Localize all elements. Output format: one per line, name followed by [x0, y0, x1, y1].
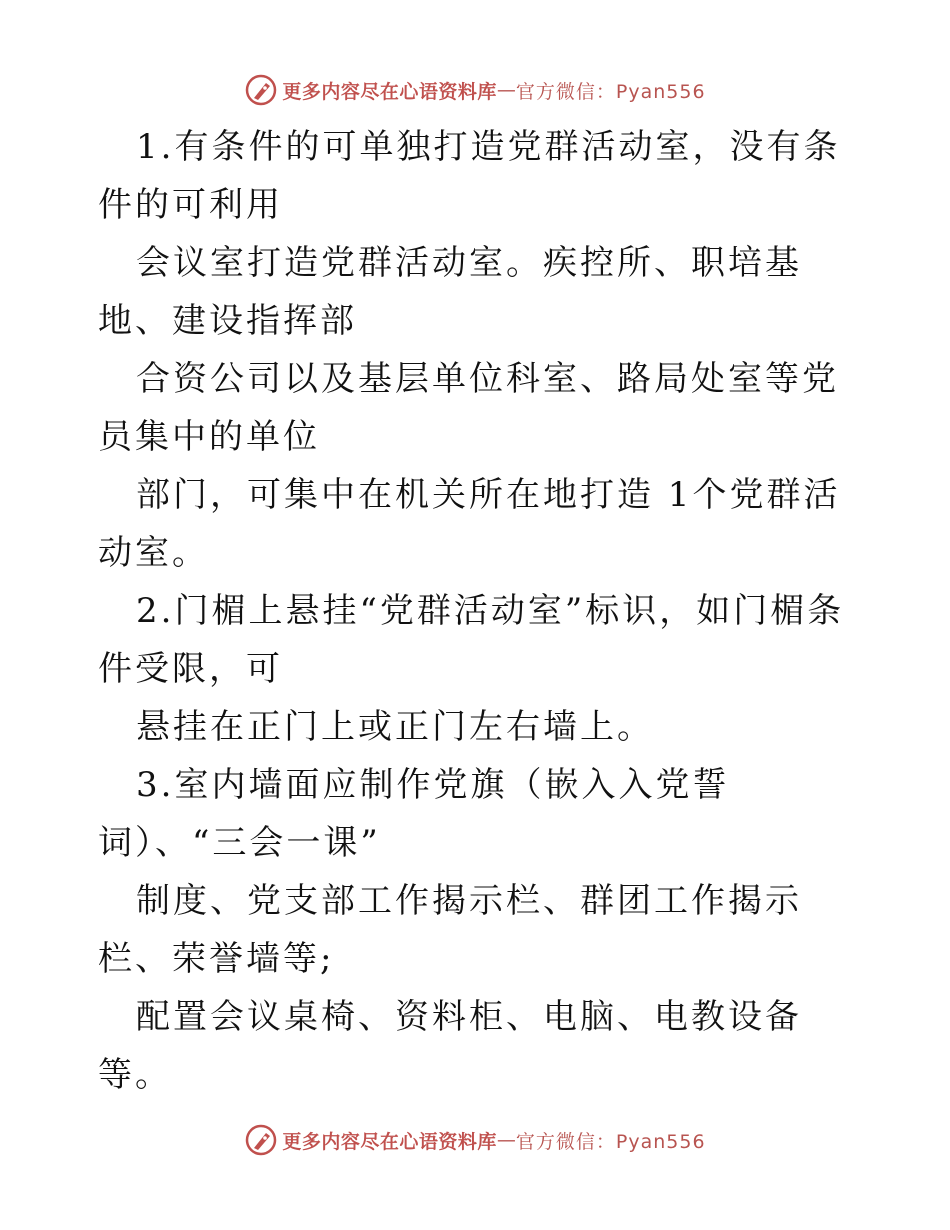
paragraph: 部门，可集中在机关所在地打造 1个党群活动室。	[98, 475, 841, 573]
header-watermark	[0, 70, 950, 110]
paragraph: 1.有条件的可单独打造党群活动室，没有条件的可利用	[98, 127, 841, 225]
paragraph: 3.室内墙面应制作党旗（嵌入入党誓词）、“三会一课”	[98, 765, 730, 863]
paragraph: 会议室打造党群活动室。疾控所、职培基地、建设指挥部	[98, 243, 802, 341]
watermark-separator: —	[496, 1129, 516, 1151]
watermark-brand: 更多内容尽在心语资料库	[282, 80, 497, 103]
footer-watermark	[0, 1120, 950, 1160]
paragraph: 制度、党支部工作揭示栏、群团工作揭示栏、荣誉墙等;	[98, 881, 802, 979]
watermark-contact: 官方微信：Pyan556	[515, 1130, 706, 1153]
watermark-brand: 更多内容尽在心语资料库	[282, 1130, 497, 1153]
watermark-contact: 官方微信：Pyan556	[515, 80, 706, 103]
paragraph: 2.门楣上悬挂“党群活动室”标识，如门楣条件受限，可	[98, 591, 845, 689]
document-body	[98, 118, 858, 1104]
pen-nib-logo-icon	[244, 73, 278, 107]
pen-nib-logo-icon	[244, 1123, 278, 1157]
paragraph: 悬挂在正门上或正门左右墙上。	[136, 707, 654, 747]
paragraph: 配置会议桌椅、资料柜、电脑、电教设备等。	[98, 997, 802, 1095]
watermark-separator: —	[496, 79, 516, 101]
paragraph: 合资公司以及基层单位科室、路局处室等党员集中的单位	[98, 359, 839, 457]
